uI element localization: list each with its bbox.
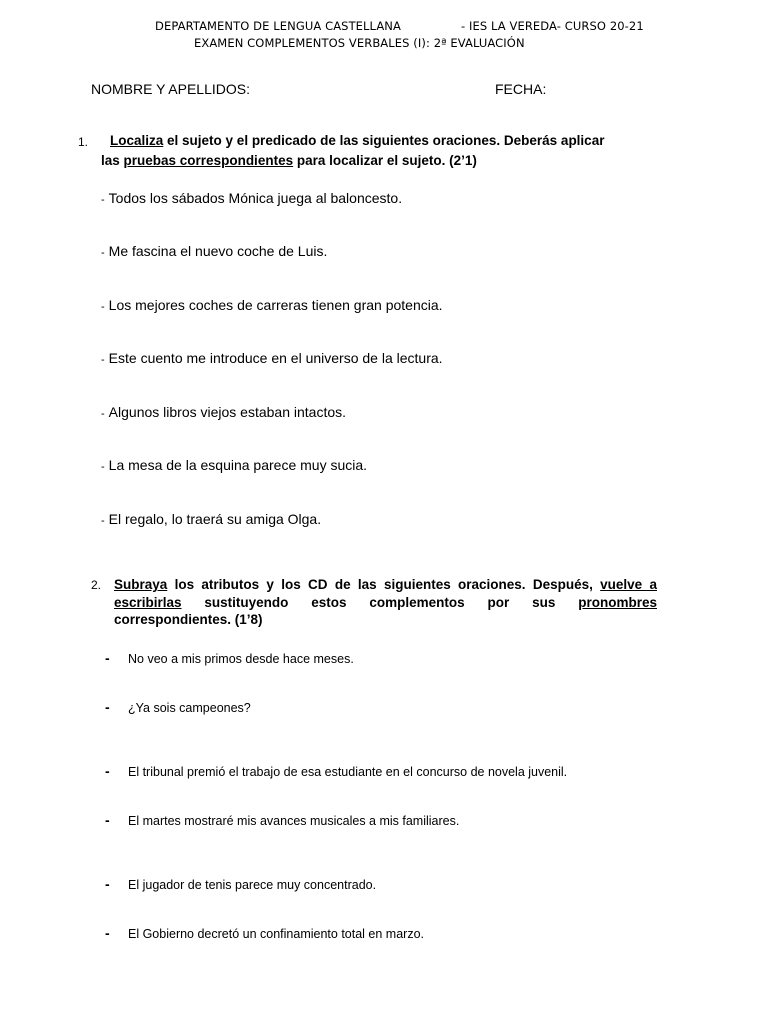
q1-pruebas: pruebas correspondientes [123,153,294,168]
sentence-text: Algunos libros viejos estaban intactos. [108,404,347,420]
q1-text-c: para localizar el sujeto. (2’1) [293,153,477,168]
sentence-text: El Gobierno decretó un confinamiento total en marzo. [128,927,425,941]
bullet: - [101,301,105,313]
sentence-text: El tribunal premió el trabajo de esa estudiante en el concurso de novela juvenil. [128,765,568,779]
q1-sentence [101,511,321,527]
q2-vuelve: vuelve a escribirlas [114,577,657,610]
q1-sentence [101,190,402,206]
bullet: - [105,699,110,715]
question-2-number: 2. [91,578,102,592]
q2-sentence [105,650,354,666]
q2-sentence [105,699,251,715]
q2-sentence [105,925,424,941]
question-2-instructions [114,576,657,629]
q2-text-c: correspondientes. (1’8) [114,612,263,627]
q1-text-a: el sujeto y el predicado de las siguientes oraciones. Deberás aplicar [163,133,605,148]
q1-sentence [101,243,327,259]
bullet: - [101,354,105,366]
department-title: DEPARTAMENTO DE LENGUA CASTELLANA [155,19,401,33]
q2-text-a: los atributos y los CD de las siguientes oraciones. Después, [167,577,601,592]
sentence-text: Me fascina el nuevo coche de Luis. [108,243,328,259]
bullet: - [101,247,105,259]
exam-title: EXAMEN COMPLEMENTOS VERBALES (I): 2ª EVALUACIÓN [194,36,525,50]
question-1-instructions [101,131,701,171]
bullet: - [101,408,105,420]
sentence-text: El regalo, lo traerá su amiga Olga. [108,511,322,527]
bullet: - [101,515,105,527]
q1-sentence [101,350,443,366]
sentence-text: ¿Ya sois campeones? [128,701,251,715]
q2-text-b: sustituyendo estos complementos por sus [181,594,579,610]
sentence-text: Todos los sábados Mónica juega al baloncesto. [108,190,403,206]
q1-sentence [101,404,346,420]
name-label: NOMBRE Y APELLIDOS: [91,81,250,97]
bullet: - [101,461,105,473]
sentence-text: Este cuento me introduce en el universo de la lectura. [108,350,443,366]
sentence-text: No veo a mis primos desde hace meses. [128,652,354,666]
q1-text-b: las [101,153,124,168]
date-label: FECHA: [495,81,547,97]
bullet: - [101,194,105,206]
question-1-number: 1. [78,135,89,149]
bullet: - [105,876,110,892]
q1-sentence [101,457,367,473]
q2-sentence [105,763,567,779]
bullet: - [105,812,110,828]
bullet: - [105,763,110,779]
q2-pronombres: pronombres [578,594,657,610]
q2-subraya: Subraya [114,577,168,592]
q2-sentence [105,876,376,892]
sentence-text: El martes mostraré mis avances musicales a mis familiares. [128,814,460,828]
sentence-text: Los mejores coches de carreras tienen gran potencia. [108,297,443,313]
q1-localiza: Localiza [110,133,164,148]
school-course: - IES LA VEREDA- CURSO 20-21 [461,19,644,33]
q2-sentence [105,812,459,828]
sentence-text: La mesa de la esquina parece muy sucia. [108,457,368,473]
bullet: - [105,650,110,666]
q1-sentence [101,297,443,313]
bullet: - [105,925,110,941]
sentence-text: El jugador de tenis parece muy concentrado. [128,878,377,892]
